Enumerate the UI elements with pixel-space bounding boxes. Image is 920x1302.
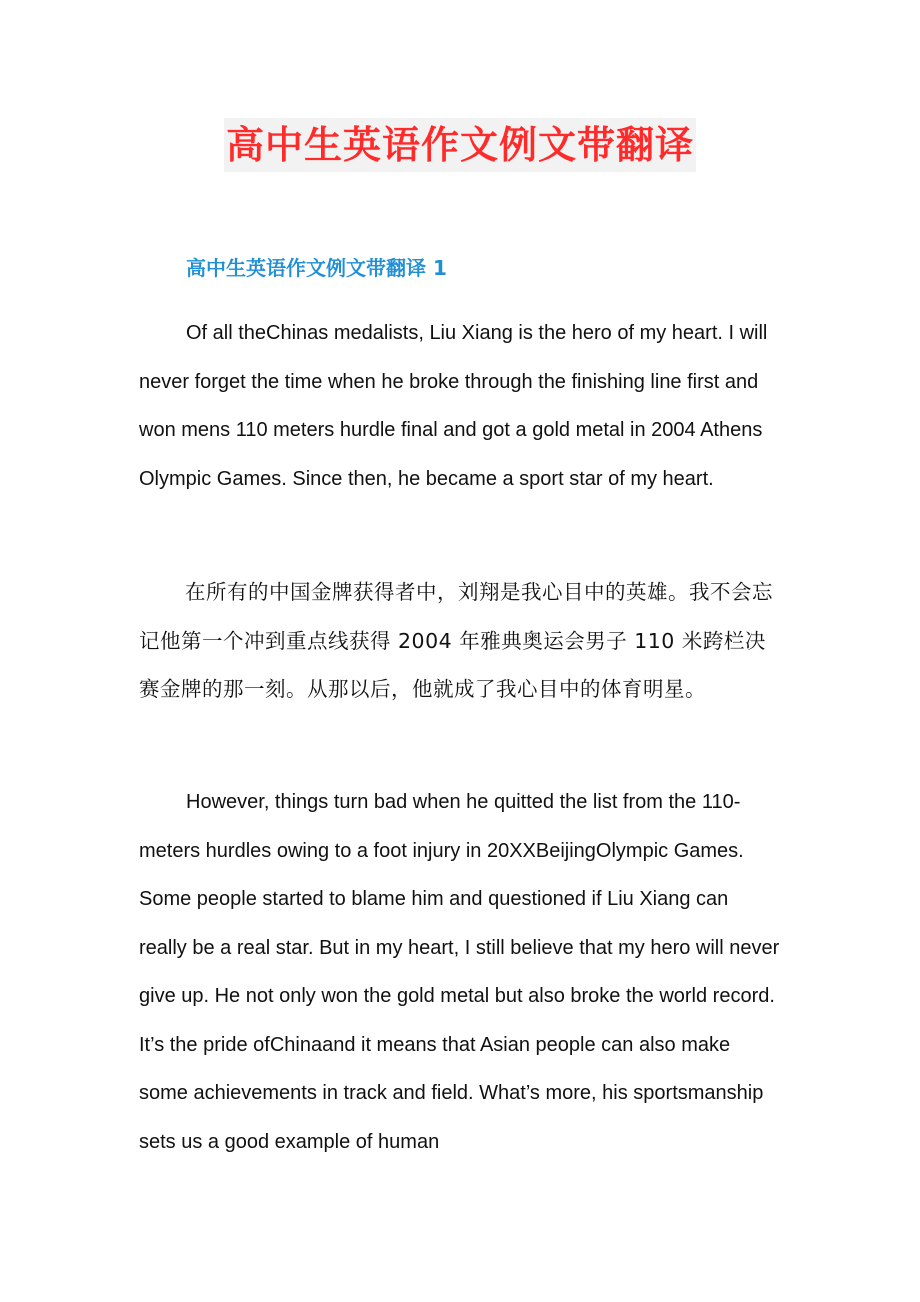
- paragraph-chinese-translation: 在所有的中国金牌获得者中，刘翔是我心目中的英雄。我不会忘记他第一个冲到重点线获得 2004 年雅典奥运会男子 110 米跨栏决赛金牌的那一刻。从那以后，他就成了我心目中的体育明星。: [139, 580, 773, 701]
- paragraph-english-1: Of all theChinas medalists, Liu Xiang is the hero of my heart. I will never forget the time when he broke through the finishing line first and won mens 110 meters hurdle final and got a gold metal in 2004 Athens Olympic Games. Since then, he became a sport star of my heart.: [139, 322, 768, 490]
- paragraph-english-2: However, things turn bad when he quitted the list from the 110-meters hurdles owing to a foot injury in 20XXBeijingOlympic Games. Some people started to blame him and questioned if Liu Xiang can really be a real star. But in my heart, I still believe that my hero will never give up. He not only won the gold metal but also broke the world record. It’s the pride ofChinaand it means that Asian people can also make some achievements in track and field. What’s more, his sportsmanship sets us a good example of human: [139, 791, 780, 1153]
- section-heading: 高中生英语作文例文带翻译 1: [186, 256, 447, 280]
- title-container: [0, 118, 920, 172]
- document-title: 高中生英语作文例文带翻译: [224, 118, 696, 172]
